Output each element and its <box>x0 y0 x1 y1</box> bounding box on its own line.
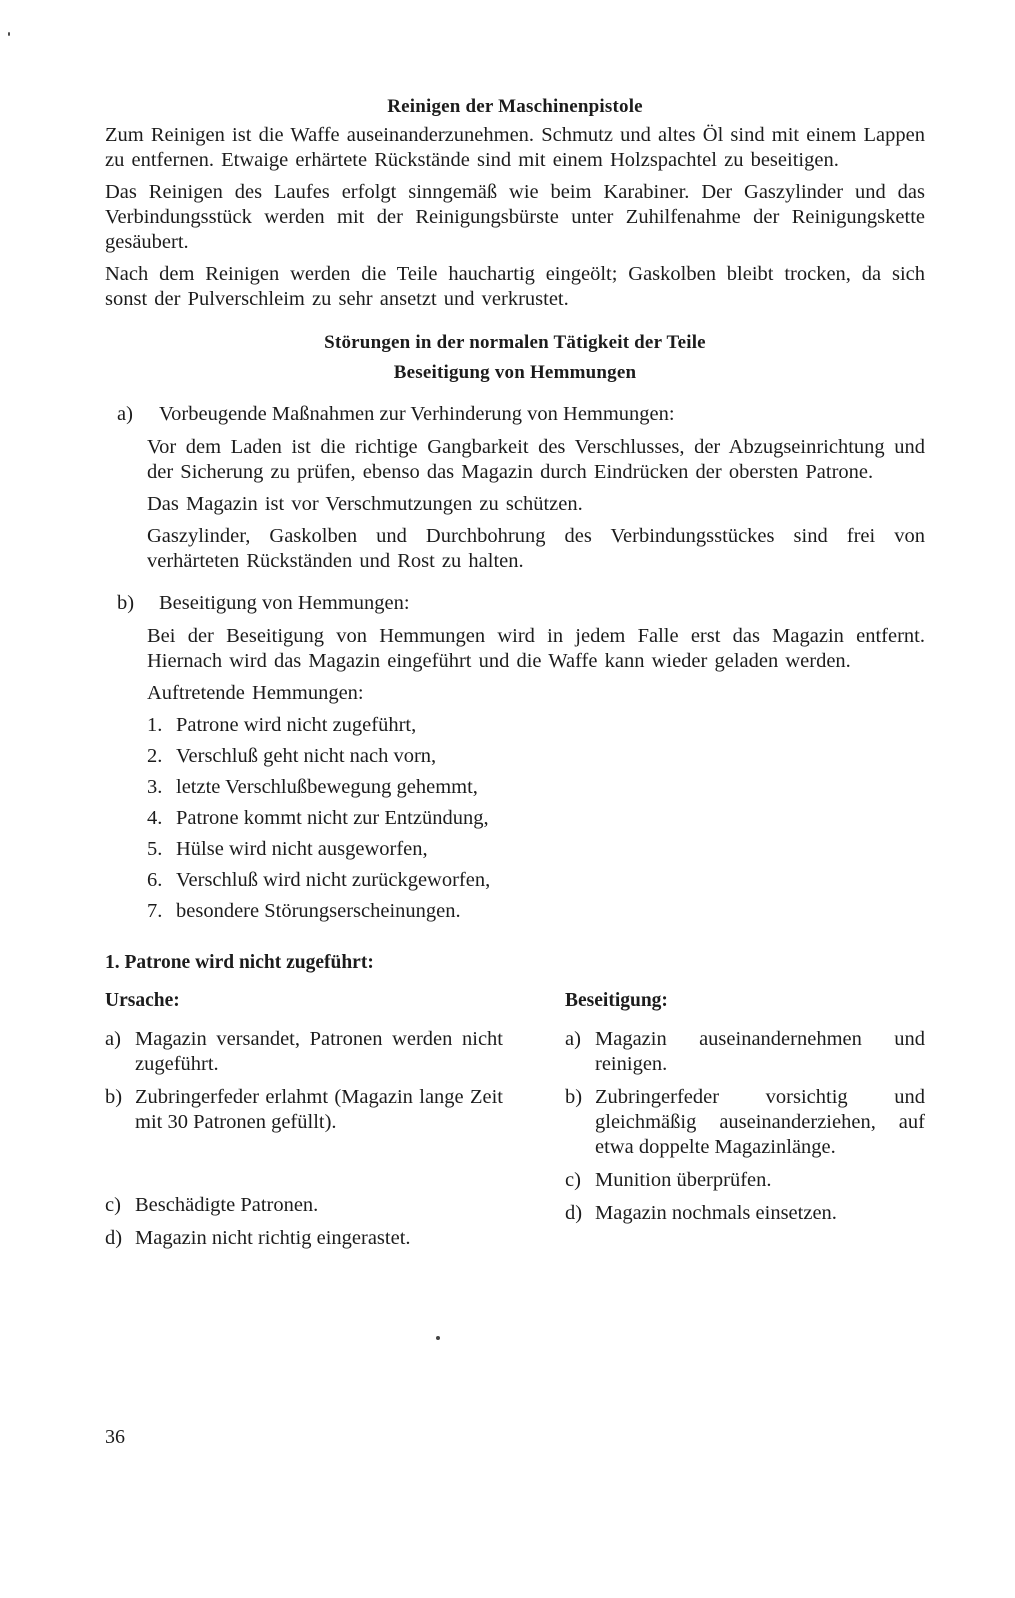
list-intro: Auftretende Hemmungen: <box>147 682 364 704</box>
cause-row-d <box>105 1226 415 1251</box>
part-b-paragraph: Bei der Beseitigung von Hemmungen wird in jedem Falle erst das Magazin entfernt. Hiernach wird das Magazin eingeführt und die Waffe kann wieder geladen werden. <box>147 625 925 672</box>
remedy-row-d <box>565 1201 925 1226</box>
page-number: 36 <box>105 1426 125 1448</box>
part-a-heading: Vorbeugende Maßnahmen zur Verhinderung von Hemmungen: <box>159 403 675 425</box>
remedy-column <box>565 988 925 1251</box>
list-item <box>147 744 925 769</box>
list-item-text: Patrone wird nicht zugeführt, <box>176 714 417 736</box>
list-item-text: Hülse wird nicht ausgeworfen, <box>176 838 428 860</box>
scan-speck <box>8 32 10 36</box>
section-subtitle-jams: Beseitigung von Hemmungen <box>393 362 637 383</box>
cause-marker: c) <box>105 1194 121 1216</box>
cause-text: Magazin versandet, Patronen werden nicht zugeführt. <box>135 1028 503 1075</box>
cause-remedy-table <box>105 988 925 1251</box>
cause-column <box>105 988 503 1251</box>
cleaning-paragraph-3: Nach dem Reinigen werden die Teile hauchartig eingeölt; Gaskolben bleibt trocken, da sich sonst der Pulverschleim zu sehr ansetzt und verkrustet. <box>105 263 925 310</box>
remedy-row-b <box>565 1085 925 1160</box>
part-b-heading-row <box>105 591 925 616</box>
part-a-body <box>105 435 925 574</box>
list-item-text: Verschluß geht nicht nach vorn, <box>176 745 437 767</box>
remedy-marker: d) <box>565 1202 583 1224</box>
list-item-text: Patrone kommt nicht zur Entzündung, <box>176 807 489 829</box>
jam-1-title: 1. Patrone wird nicht zugeführt: <box>105 952 374 973</box>
list-item <box>147 868 925 893</box>
list-item-number: 7. <box>147 900 163 922</box>
list-item <box>147 775 925 800</box>
jam-types-list <box>147 713 925 924</box>
list-item-text: Verschluß wird nicht zurückgeworfen, <box>176 869 491 891</box>
cleaning-paragraph-2: Das Reinigen des Laufes erfolgt sinngemäß wie beim Karabiner. Der Gaszylinder und das Verbindungsstück werden mit der Reinigungsbürste unter Zuhilfenahme der Reinigungskette gesäubert. <box>105 181 925 253</box>
part-b-marker: b) <box>117 592 135 614</box>
remedy-header: Beseitigung: <box>565 990 668 1011</box>
remedy-marker: a) <box>565 1028 581 1050</box>
part-a-paragraph-3: Gaszylinder, Gaskolben und Durchbohrung des Verbindungsstückes sind frei von verhärteten Rückständen und Rost zu halten. <box>147 525 925 572</box>
part-b-body <box>105 624 925 924</box>
cause-row-b <box>105 1085 503 1135</box>
list-item <box>147 899 925 924</box>
cause-text: Beschädigte Patronen. <box>135 1194 319 1216</box>
list-item-number: 5. <box>147 838 163 860</box>
remedy-text: Zubringerfeder vorsichtig und gleichmäßig auseinanderziehen, auf etwa doppelte Magazinlänge. <box>595 1086 925 1158</box>
part-a-paragraph-1: Vor dem Laden ist die richtige Gangbarkeit des Verschlusses, der Abzugseinrichtung und der Sicherung zu prüfen, ebenso das Magazin durch Eindrücken der obersten Patrone. <box>147 436 925 483</box>
section-title-malfunctions: Störungen in der normalen Tätigkeit der Teile <box>324 332 706 353</box>
list-item <box>147 806 925 831</box>
cause-marker: a) <box>105 1028 121 1050</box>
cause-marker: d) <box>105 1227 123 1249</box>
list-item-number: 3. <box>147 776 163 798</box>
part-b-heading: Beseitigung von Hemmungen: <box>159 592 410 614</box>
remedy-row-a <box>565 1027 925 1077</box>
cause-marker: b) <box>105 1086 123 1108</box>
list-item-number: 6. <box>147 869 163 891</box>
part-a-paragraph-2: Das Magazin ist vor Verschmutzungen zu schützen. <box>147 493 583 515</box>
remedy-text: Magazin auseinandernehmen und reinigen. <box>595 1028 925 1075</box>
cause-text: Zubringerfeder erlahmt (Magazin lange Zeit mit 30 Patronen gefüllt). <box>135 1086 503 1133</box>
remedy-marker: b) <box>565 1086 583 1108</box>
remedy-row-c <box>565 1168 925 1193</box>
cause-text: Magazin nicht richtig eingerastet. <box>135 1227 411 1249</box>
cause-header: Ursache: <box>105 990 180 1011</box>
section-title-cleaning: Reinigen der Maschinenpistole <box>387 96 643 117</box>
remedy-text: Magazin nochmals einsetzen. <box>595 1202 837 1224</box>
cause-row-c <box>105 1193 503 1218</box>
list-item-number: 4. <box>147 807 163 829</box>
cleaning-paragraph-1: Zum Reinigen ist die Waffe auseinanderzunehmen. Schmutz und altes Öl sind mit einem Lappen zu entfernen. Etwaige erhärtete Rückstände sind mit einem Holzspachtel zu beseitigen. <box>105 124 925 171</box>
list-item <box>147 713 925 738</box>
document-page <box>105 96 925 1251</box>
scan-speck <box>436 1336 440 1340</box>
list-item-number: 2. <box>147 745 163 767</box>
list-item-text: besondere Störungserscheinungen. <box>176 900 461 922</box>
list-item <box>147 837 925 862</box>
remedy-marker: c) <box>565 1169 581 1191</box>
remedy-text: Munition überprüfen. <box>595 1169 772 1191</box>
list-item-text: letzte Verschlußbewegung gehemmt, <box>176 776 478 798</box>
cause-row-a <box>105 1027 503 1077</box>
part-a-heading-row <box>105 402 925 427</box>
part-a-marker: a) <box>117 403 133 425</box>
list-item-number: 1. <box>147 714 163 736</box>
